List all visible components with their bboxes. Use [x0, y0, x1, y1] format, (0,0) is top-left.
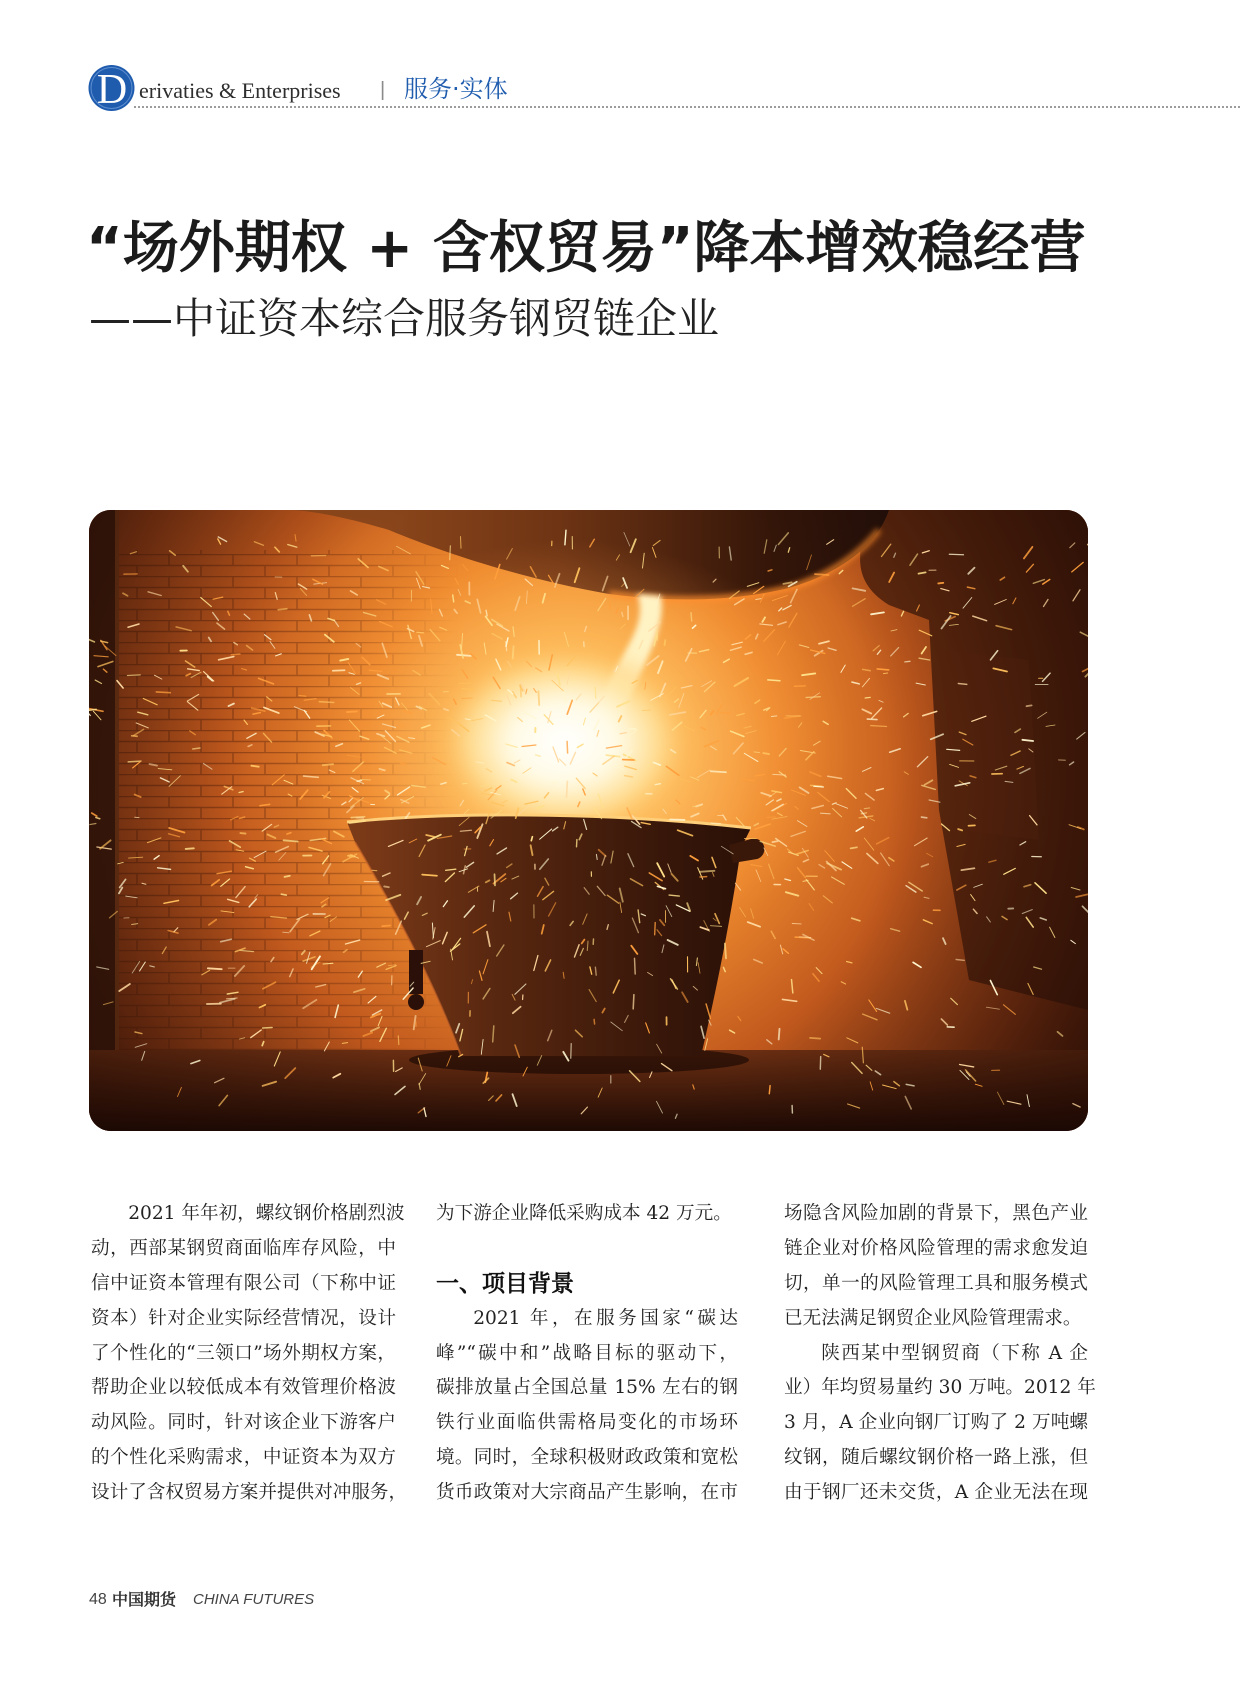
text-line: 已无法满足钢贸企业风险管理需求。 — [784, 1307, 1082, 1329]
spark — [401, 763, 407, 764]
text-line: 峰”“碳中和”战略目标的驱动下， — [436, 1342, 738, 1364]
spark — [450, 546, 451, 560]
spark — [208, 968, 222, 969]
spark — [865, 697, 870, 698]
header-divider: | — [380, 79, 386, 101]
spark — [382, 926, 390, 927]
spark — [492, 700, 502, 701]
spark — [669, 895, 679, 896]
spark — [814, 786, 824, 787]
spark — [231, 654, 240, 655]
spark — [156, 692, 170, 693]
text-line: 陕西某中型钢贸商（下称 A 企 — [821, 1342, 1088, 1364]
spark — [905, 661, 910, 662]
section-name-en: erivaties & Enterprises — [139, 78, 341, 103]
spark — [536, 755, 541, 756]
text-line: 切，单一的风险管理工具和服务模式 — [784, 1272, 1088, 1294]
spark — [486, 610, 487, 615]
spark — [284, 840, 298, 841]
spark — [769, 1086, 770, 1094]
text-line: 的个性化采购需求，中证资本为双方 — [91, 1447, 396, 1469]
spark — [711, 771, 726, 772]
text-line: 动风险。同时，针对该企业下游客户 — [91, 1412, 396, 1434]
spark — [867, 719, 877, 720]
spark — [186, 848, 194, 849]
spark — [595, 687, 596, 698]
spark — [457, 655, 471, 656]
spark — [127, 675, 140, 676]
spark — [384, 886, 389, 887]
spark — [810, 1038, 820, 1039]
spark — [538, 691, 539, 705]
spark — [422, 875, 437, 876]
spark — [251, 766, 258, 767]
spark — [462, 689, 474, 690]
spark — [725, 944, 726, 959]
spark — [871, 726, 887, 727]
spark — [815, 574, 829, 575]
spark — [495, 874, 496, 885]
spark — [417, 632, 424, 633]
spark — [958, 829, 962, 830]
spark — [779, 1029, 780, 1040]
section-heading: 一、项目背景 — [436, 1270, 574, 1297]
spark — [851, 847, 857, 848]
spark — [700, 871, 715, 872]
spark — [1027, 705, 1032, 706]
spark — [299, 696, 306, 697]
spark — [655, 923, 656, 935]
text-line: 链企业对价格风险管理的需求愈发迫 — [784, 1237, 1088, 1259]
header-dotted-rule — [134, 106, 1240, 108]
spark — [922, 817, 927, 818]
text-line: 纹钢，随后螺纹钢价格一路上涨，但 — [784, 1447, 1088, 1469]
text-line: 境。同时，全球积极财政政策和宽松 — [436, 1447, 738, 1469]
spark — [594, 1019, 595, 1024]
article-title: “场外期权 + 含权贸易”降本增效稳经营 — [86, 216, 1086, 281]
article-subtitle: ——中证资本综合服务钢贸链企业 — [89, 294, 720, 343]
spark — [771, 716, 776, 717]
body-column-1 — [91, 1197, 408, 1511]
section-name-cn: 服务·实体 — [404, 75, 508, 103]
spark — [347, 711, 357, 712]
text-line: 业）年均贸易量约 30 万吨。2012 年 — [784, 1377, 1096, 1399]
text-line: 碳排放量占全国总量 15% 左右的钢 — [436, 1377, 738, 1399]
text-line: 2021 年，在服务国家“碳达 — [473, 1307, 738, 1329]
spark — [460, 830, 471, 831]
spark — [691, 613, 692, 621]
spark — [949, 554, 963, 555]
spark — [444, 709, 448, 710]
spark — [864, 808, 869, 809]
section-logo — [88, 64, 136, 112]
spark — [919, 572, 926, 573]
text-line: 资本）针对企业实际经营情况，设计 — [91, 1307, 396, 1329]
spark — [754, 752, 759, 753]
spark — [398, 1036, 399, 1045]
text-line: 帮助企业以较低成本有效管理价格波 — [91, 1377, 396, 1399]
spark — [453, 595, 454, 602]
spark — [711, 823, 720, 824]
spark — [531, 837, 532, 841]
spark — [763, 753, 769, 754]
text-line: 动，西部某钢贸商面临库存风险，中 — [91, 1237, 396, 1259]
spark — [513, 646, 514, 658]
paragraph-gap — [436, 1232, 738, 1267]
magazine-name-en: CHINA FUTURES — [193, 1591, 315, 1608]
text-line: 设计了含权贸易方案并提供对冲服务， — [91, 1482, 408, 1504]
spark — [462, 698, 472, 699]
text-line: 为下游企业降低采购成本 42 万元。 — [436, 1203, 732, 1224]
spark — [1022, 740, 1033, 741]
text-line: 货币政策对大宗商品产生影响，在市 — [436, 1482, 738, 1504]
spark — [281, 894, 286, 895]
spark — [958, 684, 967, 685]
spark — [567, 781, 568, 797]
spark — [883, 673, 887, 674]
spark — [240, 833, 245, 834]
spark — [655, 784, 660, 785]
spark — [323, 764, 333, 765]
magazine-name-cn: 中国期货 — [112, 1590, 177, 1609]
spark — [319, 702, 333, 703]
spark — [239, 792, 243, 793]
spark — [567, 741, 568, 753]
spark — [877, 669, 889, 670]
spark — [633, 995, 634, 1009]
page-number: 48 — [89, 1591, 107, 1608]
spark — [720, 713, 730, 714]
spark — [348, 855, 352, 856]
text-line: 信中证资本管理有限公司（下称中证 — [91, 1272, 396, 1294]
steel-pouring-illustration — [89, 510, 1088, 1131]
spark — [635, 958, 636, 974]
spark — [587, 941, 588, 950]
logo-letter: D — [96, 67, 128, 112]
spark — [263, 1028, 273, 1029]
spark — [278, 609, 287, 610]
text-line: 场隐含风险加剧的背景下，黑色产业 — [784, 1203, 1088, 1224]
spark — [665, 640, 666, 645]
spark — [821, 813, 831, 814]
spark — [768, 680, 780, 681]
body-column-2 — [436, 1197, 738, 1511]
spark — [193, 748, 200, 749]
text-line: 由于钢厂还未交货，A 企业无法在现 — [784, 1482, 1088, 1504]
body-column-3 — [784, 1197, 1096, 1511]
spark — [595, 967, 596, 975]
spark — [938, 583, 943, 584]
spark — [285, 876, 290, 877]
spark — [128, 761, 141, 762]
text-line: 了个性化的“三领口”场外期权方案， — [91, 1342, 396, 1364]
spark — [357, 781, 361, 782]
spark — [956, 960, 964, 961]
vignette — [89, 510, 1088, 1131]
hero-photo — [89, 510, 1088, 1131]
spark — [323, 963, 333, 964]
text-line: 3 月，A 企业向钢厂订购了 2 万吨螺 — [784, 1412, 1088, 1434]
spark — [772, 841, 777, 842]
text-line: 2021 年年初，螺纹钢价格剧烈波 — [128, 1203, 405, 1224]
text-line: 铁行业面临供需格局变化的市场环 — [436, 1412, 738, 1434]
spark — [283, 932, 289, 933]
